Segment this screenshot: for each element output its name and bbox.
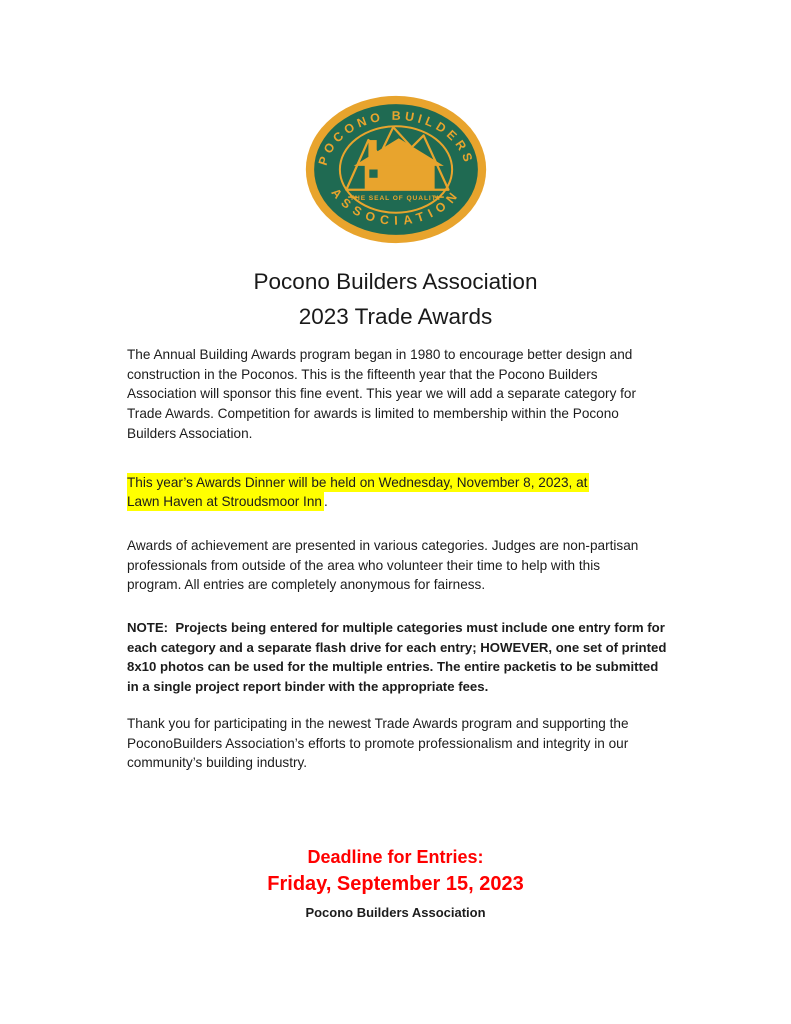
intro-paragraph	[127, 345, 664, 444]
text-line	[127, 473, 664, 493]
text-line: Awards of achievement are presented in various categories. Judges are non-partisan	[127, 537, 639, 553]
deadline-heading: Deadline for Entries:	[307, 846, 484, 867]
document-title	[0, 264, 791, 334]
text-line: The Annual Building Awards program began in 1980 to encourage better design and	[127, 347, 633, 362]
sentence-period: .	[323, 494, 328, 510]
house-window	[369, 170, 377, 178]
text-line: community’s building industry.	[127, 755, 308, 771]
document-title-line-1: Pocono Builders Association	[253, 269, 538, 294]
deadline-date: Friday, September 15, 2023	[267, 872, 524, 895]
text-line: NOTE: Projects being entered for multiple categories must include one entry form for	[127, 620, 665, 636]
highlighted-text: This year’s Awards Dinner will be held on Wednesday, November 8, 2023, at	[127, 474, 588, 490]
text-line: each category and a separate flash drive for each entry; HOWEVER, one set of printed	[127, 639, 667, 655]
awards-dinner-paragraph	[127, 473, 664, 512]
logo-arc-bottom-text: ASSOCIATION	[327, 185, 464, 228]
text-line: PoconoBuilders Association’s efforts to promote professionalism and integrity in our	[127, 735, 629, 751]
association-seal-icon	[304, 94, 488, 245]
text-line: in a single project report binder with the appropriate fees.	[127, 679, 489, 695]
thanks-paragraph	[127, 714, 664, 773]
association-logo	[0, 94, 791, 245]
judges-paragraph	[127, 536, 664, 595]
document-title-line-2: 2023 Trade Awards	[298, 304, 493, 329]
text-line	[127, 492, 664, 512]
deadline-footer	[0, 844, 791, 922]
footer-organization-name: Pocono Builders Association	[305, 904, 486, 920]
note-paragraph	[127, 618, 667, 697]
text-line: program. All entries are completely anonymous for fairness.	[127, 577, 486, 593]
logo-arc-top-text: POCONO BUILDERS	[315, 108, 476, 167]
text-line: Trade Awards. Competition for awards is limited to membership within the Pocono	[127, 406, 619, 422]
text-line: construction in the Poconos. This is the fifteenth year that the Pocono Builders	[127, 366, 598, 382]
text-line: Thank you for participating in the newest Trade Awards program and supporting the	[127, 715, 629, 731]
highlighted-text: Lawn Haven at Stroudsmoor Inn	[127, 494, 322, 510]
seal-of-quality-text: THE SEAL OF QUALITY	[349, 194, 442, 202]
document-body	[0, 345, 791, 773]
text-line: Builders Association.	[127, 425, 253, 441]
text-line: professionals from outside of the area who volunteer their time to help with this	[127, 557, 601, 573]
text-line: Association will sponsor this fine event. This year we will add a separate category for	[127, 386, 637, 402]
text-line: 8x10 photos can be used for the multiple entries. The entire packetis to be submitted	[127, 659, 659, 675]
